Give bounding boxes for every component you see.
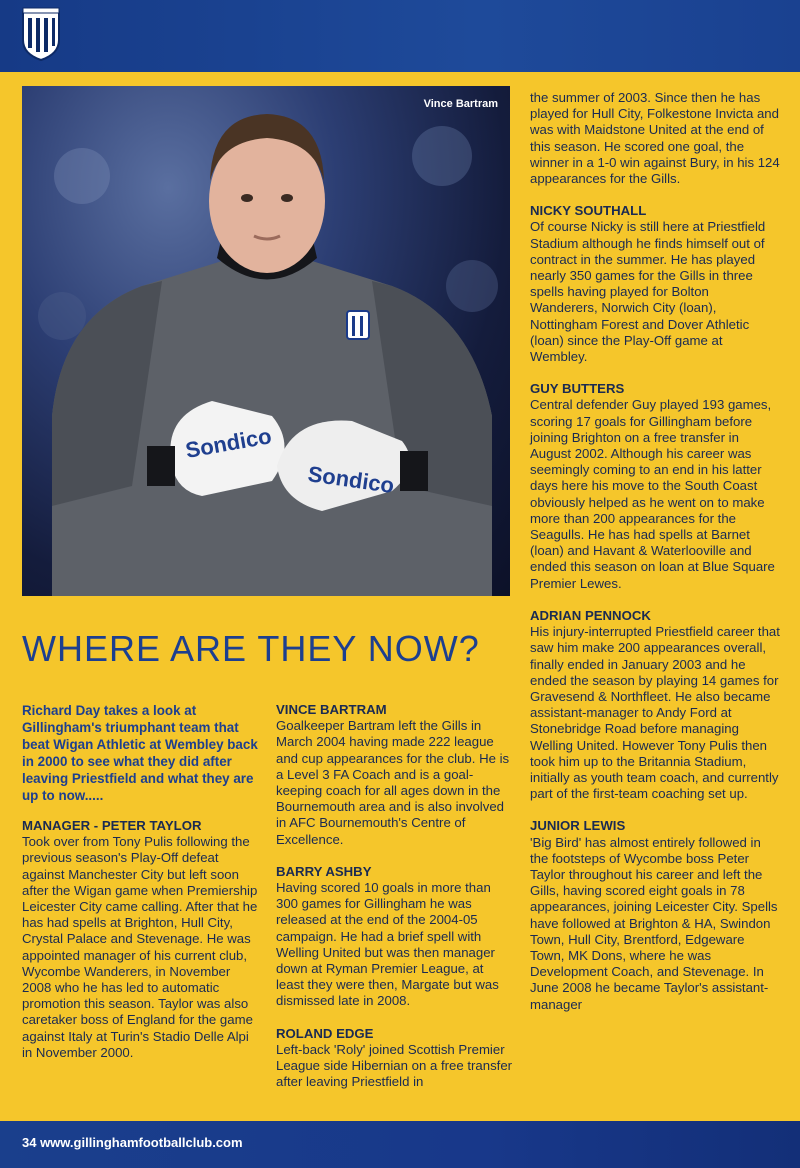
section-title: VINCE BARTRAM bbox=[276, 702, 387, 717]
column-2 bbox=[276, 702, 514, 1106]
section-body: Having scored 10 goals in more than 300 games for Gillingham he was released at the end of the 2004-05 campaign. He had a brief spell with Welling United but was then manager down at Ryman Premier League, at least they were then, Margate but was dismissed late in 2008. bbox=[276, 880, 499, 1009]
column-1 bbox=[22, 702, 258, 1077]
section-body: His injury-interrupted Priestfield career that saw him make 200 appearances overall, finally ended in January 2003 and he ended the season by playing 14 games for Gravesend & Northfleet. He also became assistant-manager to Andy Ford at Stonebridge Road before managing Welling United. However Tony Pulis then took him up to the Britannia Stadium, initially as youth team coach, and currently part of the first-team coaching set up. bbox=[530, 624, 780, 802]
section-title: MANAGER - PETER TAYLOR bbox=[22, 818, 202, 833]
header-bar bbox=[0, 0, 800, 72]
svg-text:Sondico: Sondico bbox=[183, 423, 274, 463]
column-3 bbox=[530, 90, 780, 1029]
player-photo bbox=[22, 86, 510, 596]
section-title: BARRY ASHBY bbox=[276, 863, 372, 879]
club-crest-icon bbox=[20, 6, 62, 62]
section-body: Central defender Guy played 193 games, scoring 17 goals for Gillingham before joining Brighton on a free transfer in August 2002. Although his career was seemingly coming to an end in his latter days here his move to the South Coast obviously helped as he went on to make more than 200 appearances for the Seagulls. He has had spells at Barnet (loan) and Havant & Waterlooville and ended this season on loan at Blue Square Premier Lewes. bbox=[530, 397, 775, 591]
section-title: NICKY SOUTHALL bbox=[530, 203, 647, 219]
section-body: Goalkeeper Bartram left the Gills in March 2004 having made 222 league and cup appearances for the club. He is a Level 3 FA Coach and is a goal-keeping coach for all ages down in the Bournemouth area and is also involved in AFC Bournemouth's Centre of Excellence. bbox=[276, 718, 510, 847]
page-title: WHERE ARE THEY NOW? bbox=[22, 628, 480, 669]
section-title: ADRIAN PENNOCK bbox=[530, 607, 651, 623]
photo-caption: Vince Bartram bbox=[423, 98, 498, 110]
section-body: Left-back 'Roly' joined Scottish Premier League side Hibernian on a free transfer after leaving Priestfield in bbox=[276, 1041, 513, 1090]
section-title: GUY BUTTERS bbox=[530, 381, 625, 397]
page-number-url: 34 www.gillinghamfootballclub.com bbox=[22, 1135, 243, 1150]
intro-text: Richard Day takes a look at Gillingham's triumphant team that beat Wigan Athletic at Wembley back in 2000 to see what they did after leaving Priestfield and what they are up to now..... bbox=[22, 703, 258, 803]
section-title: JUNIOR LEWIS bbox=[530, 818, 626, 834]
goalkeeper-illustration bbox=[22, 86, 510, 596]
section-title: ROLAND EDGE bbox=[276, 1025, 374, 1041]
section-body: Took over from Tony Pulis following the previous season's Play-Off defeat against Manchester City but left soon after the Wigan game when Premiership Leicester City came calling. After that he has had spells at Brighton, Hull City, Crystal Palace and Stevenage. He was appointed manager of his current club, Wycombe Wanderers, in November 2008 who he has led to automatic promotion this season. Taylor was also caretaker boss of England for the game against Italy at Turin's Stadio Delle Alpi in November 2000. bbox=[22, 834, 258, 1060]
footer-bar bbox=[0, 1121, 800, 1168]
section-body: Of course Nicky is still here at Priestfield Stadium although he finds himself out of contract in the summer. He has played nearly 350 games for the Gills in three spells having played for Bolton Wanderers, Norwich City (loan), Nottingham Forest and Dover Athletic (loan) since the Play-Off game at Wembley. bbox=[530, 219, 766, 365]
section-body: 'Big Bird' has almost entirely followed in the footsteps of Wycombe boss Peter Taylor throughout his career and left the Gills, having scored eight goals in 78 appearances, joining Leicester City. Spells have followed at Brighton & HA, Swindon Town, Hull City, Brentford, Edgeware Town, MK Dons, where he was Development Coach, and Stevenage. In June 2008 he became Taylor's assistant-manager bbox=[530, 834, 778, 1012]
svg-text:Sondico: Sondico bbox=[306, 461, 396, 499]
continued-text: the summer of 2003. Since then he has played for Hull City, Folkestone Invicta and was with Maidstone United at the end of this season. He scored one goal, the winner in a 1-0 win against Bury, in his 124 appearances for the Gills. bbox=[530, 90, 780, 187]
